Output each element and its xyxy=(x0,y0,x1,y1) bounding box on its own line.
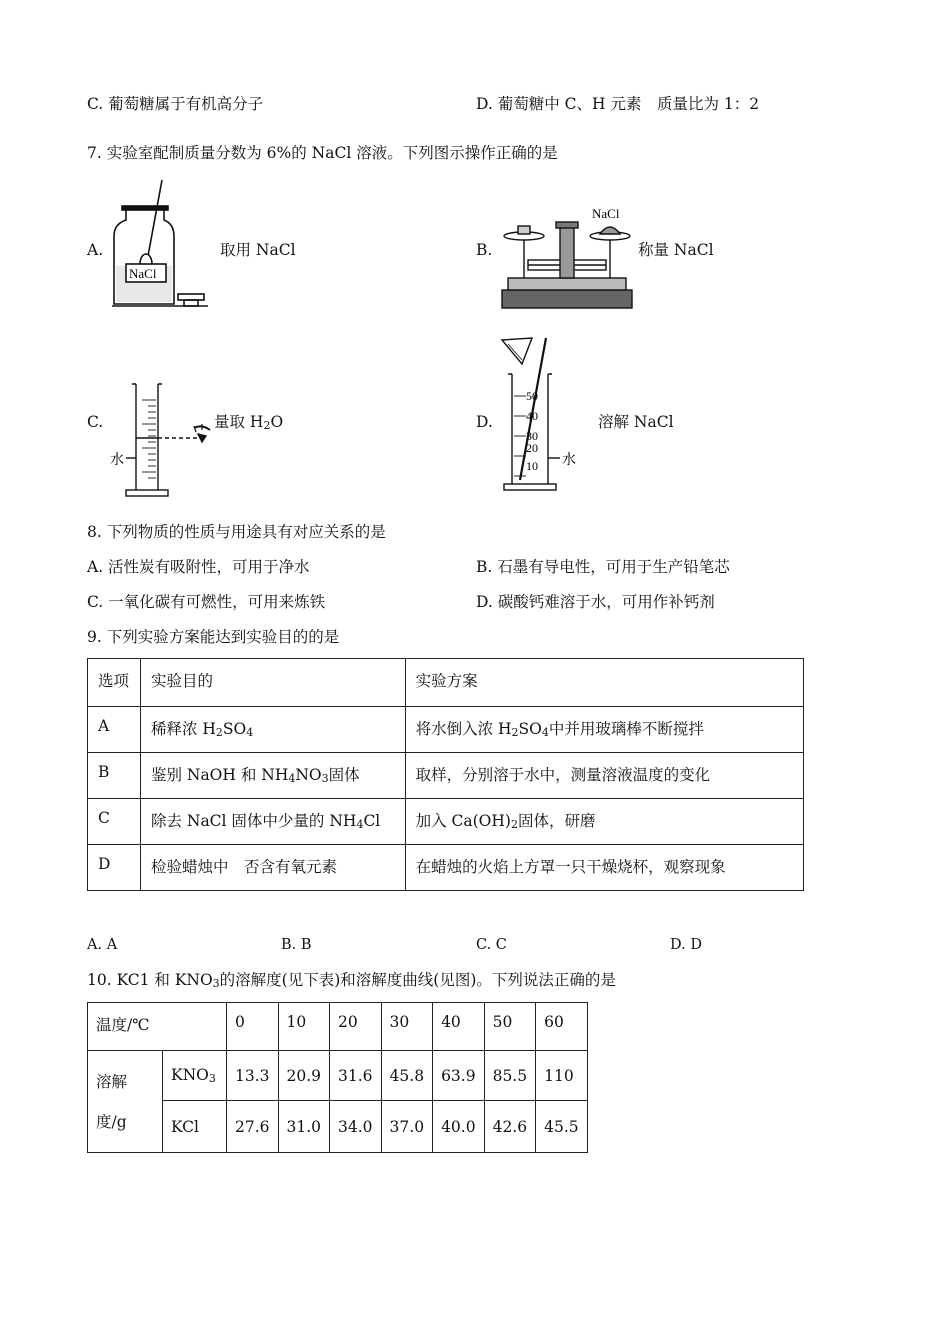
q10-temp-cell: 0 xyxy=(227,1003,279,1051)
q10-temp-cell: 30 xyxy=(381,1003,433,1051)
q7-d-cylinder-dissolving-figure xyxy=(498,334,598,496)
q9-cell-goal: 除去 NaCl 固体中少量的 NH4Cl xyxy=(140,799,405,845)
q7-stem: 7. 实验室配制质量分数为 6%的 NaCl 溶液。下列图示操作正确的是 xyxy=(87,144,558,162)
q9-cell-plan: 取样，分别溶于水中，测量溶液温度的变化 xyxy=(405,753,803,799)
q10-temp-cell: 50 xyxy=(484,1003,536,1051)
q10-kno3-cell: 45.8 xyxy=(381,1051,433,1101)
q9-cell-goal: 稀释浓 H2SO4 xyxy=(140,707,405,753)
q10-kcl-cell: 34.0 xyxy=(330,1101,382,1153)
q10-kcl-cell: 37.0 xyxy=(381,1101,433,1153)
q10-kcl-cell: 27.6 xyxy=(227,1101,279,1153)
q10-kcl-cell: 31.0 xyxy=(278,1101,330,1153)
q10-solubility-table xyxy=(87,1002,588,1153)
q7-d-scale-labels xyxy=(526,389,538,473)
q10-kno3-cell: 110 xyxy=(536,1051,588,1101)
q10-header-temperature: 温度/℃ xyxy=(88,1003,227,1051)
q9-answer-a: A. A xyxy=(87,937,118,953)
table-row xyxy=(88,659,804,707)
q7-option-b-letter: B. xyxy=(476,241,493,259)
q7-option-d-caption: 溶解 NaCl xyxy=(598,413,674,431)
q9-cell-goal: 检验蜡烛中 否含有氧元素 xyxy=(140,845,405,891)
q10-temp-cell: 20 xyxy=(330,1003,382,1051)
table-row xyxy=(88,845,804,891)
q9-header-goal: 实验目的 xyxy=(140,659,405,707)
q10-kno3-cell: 20.9 xyxy=(278,1051,330,1101)
q10-stem: 10. KC1 和 KNO3的溶解度(见下表)和溶解度曲线(见图)。下列说法正确的是 xyxy=(87,971,616,990)
q7-option-a-caption: 取用 NaCl xyxy=(220,241,296,259)
q10-temp-cell: 40 xyxy=(433,1003,485,1051)
q7-d-scale-10: 10 xyxy=(526,459,538,473)
q8-option-d: D. 碳酸钙难溶于水，可用作补钙剂 xyxy=(476,593,715,611)
q9-cell-option: D xyxy=(88,845,141,891)
q10-kno3-cell: 63.9 xyxy=(433,1051,485,1101)
q10-solubility-label: 溶解 度/g xyxy=(88,1051,163,1153)
q9-cell-plan: 将水倒入浓 H2SO4中并用玻璃棒不断搅拌 xyxy=(405,707,803,753)
q7-d-scale-20: 20 xyxy=(526,441,538,455)
q7-a-reagent-bottle-figure xyxy=(108,176,218,311)
q9-cell-option: A xyxy=(88,707,141,753)
q8-option-a: A. 活性炭有吸附性，可用于净水 xyxy=(87,558,310,576)
q7-d-scale-50: 50 xyxy=(526,389,538,403)
q10-kcl-label: KCl xyxy=(163,1101,227,1153)
q7-d-scale-30: 30 xyxy=(526,429,538,443)
q9-cell-option: B xyxy=(88,753,141,799)
q10-kcl-cell: 42.6 xyxy=(484,1101,536,1153)
q10-temp-cell: 60 xyxy=(536,1003,588,1051)
table-row xyxy=(88,1003,588,1051)
q9-header-plan: 实验方案 xyxy=(405,659,803,707)
q9-table xyxy=(87,658,804,891)
q7-d-scale-40: 40 xyxy=(526,409,538,423)
table-row xyxy=(88,1051,588,1101)
q10-kno3-cell: 31.6 xyxy=(330,1051,382,1101)
q9-cell-goal: 鉴别 NaOH 和 NH4NO3固体 xyxy=(140,753,405,799)
q10-kno3-label: KNO3 xyxy=(163,1051,227,1101)
q7-c-water-label: 水 xyxy=(110,453,124,468)
table-row xyxy=(88,707,804,753)
q9-cell-plan: 在蜡烛的火焰上方罩一只干燥烧杯，观察现象 xyxy=(405,845,803,891)
q7-d-water-label: 水 xyxy=(562,453,576,468)
q9-cell-plan: 加入 Ca(OH)2固体，研磨 xyxy=(405,799,803,845)
q7-c-graduated-cylinder-figure xyxy=(106,380,216,500)
q9-stem: 9. 下列实验方案能达到实验目的的是 xyxy=(87,628,340,646)
q8-option-c: C. 一氧化碳有可燃性，可用来炼铁 xyxy=(87,593,326,611)
q6-option-d: D. 葡萄糖中 C、H 元素 质量比为 1：2 xyxy=(476,95,760,113)
q9-header-option: 选项 xyxy=(88,659,141,707)
q9-answer-d: D. D xyxy=(670,937,702,953)
q9-answer-c: C. C xyxy=(476,937,507,953)
q9-answer-b: B. B xyxy=(281,937,312,953)
q7-b-nacl-label: NaCl xyxy=(592,206,620,221)
q7-option-d-letter: D. xyxy=(476,413,493,431)
q10-kcl-cell: 40.0 xyxy=(433,1101,485,1153)
q8-stem: 8. 下列物质的性质与用途具有对应关系的是 xyxy=(87,523,386,541)
table-row xyxy=(88,799,804,845)
q7-b-balance-figure xyxy=(498,204,638,312)
q10-kcl-cell: 45.5 xyxy=(536,1101,588,1153)
q7-option-c-caption: 量取 H2O xyxy=(214,413,284,432)
q7-a-nacl-label: NaCl xyxy=(129,266,157,281)
q7-option-c-letter: C. xyxy=(87,413,104,431)
q7-option-b-caption: 称量 NaCl xyxy=(638,241,714,259)
q10-kno3-cell: 13.3 xyxy=(227,1051,279,1101)
q10-kno3-cell: 85.5 xyxy=(484,1051,536,1101)
q8-option-b: B. 石墨有导电性，可用于生产铅笔芯 xyxy=(476,558,730,576)
q9-cell-option: C xyxy=(88,799,141,845)
q10-temp-cell: 10 xyxy=(278,1003,330,1051)
table-row xyxy=(88,753,804,799)
q6-option-c: C. 葡萄糖属于有机高分子 xyxy=(87,95,264,113)
table-row xyxy=(88,1101,588,1153)
q7-option-a-letter: A. xyxy=(87,241,104,259)
